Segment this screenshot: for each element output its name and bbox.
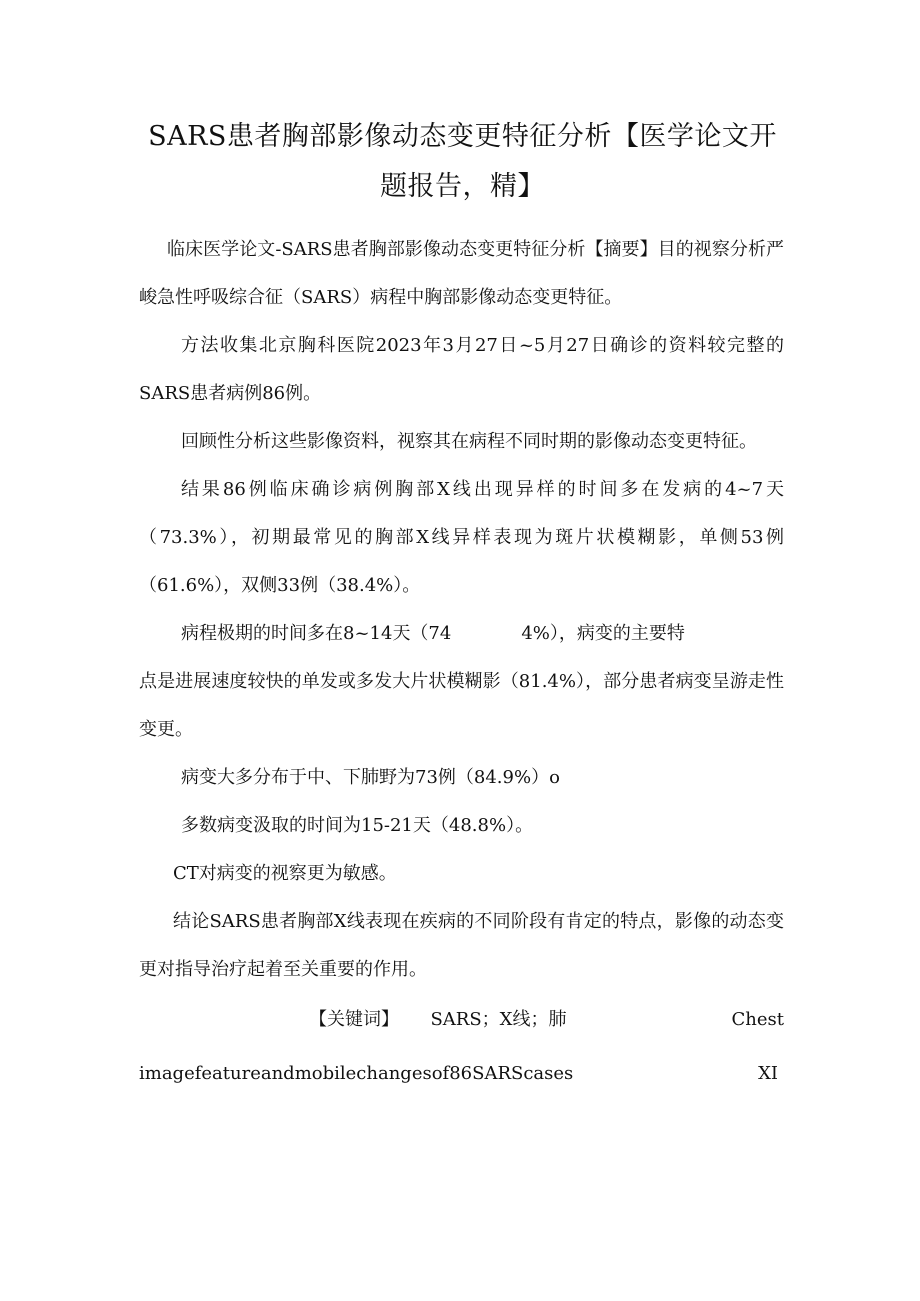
english-title-left: imagefeatureandmobilechangesof86SARScases <box>139 1063 574 1084</box>
keywords-label: 【关键词】 <box>309 1009 399 1030</box>
keywords-row <box>139 994 784 1046</box>
analysis-paragraph: 回顾性分析这些影像资料，视察其在病程不同时期的影像动态变更特征。 <box>181 431 757 452</box>
keywords-value: SARS；X线；肺 <box>430 1009 567 1030</box>
english-title-row <box>139 1046 784 1102</box>
methods-paragraph: 方法收集北京胸科医院2023年3月27日~5月27日确诊的资料较完整的SARS患者病例86例。 <box>139 335 784 404</box>
english-title-right: XI <box>758 1063 778 1084</box>
abstract-paragraph: 临床医学论文-SARS患者胸部影像动态变更特征分析【摘要】目的视察分析严峻急性呼吸综合征（SARS）病程中胸部影像动态变更特征。 <box>139 239 784 308</box>
document-body <box>139 226 784 1102</box>
results-paragraph: 结果86例临床确诊病例胸部X线出现异样的时间多在发病的4~7天（73.3%），初期最常见的胸部X线异样表现为斑片状模糊影，单侧53例（61.6%），双侧33例（38.4%）。 <box>139 479 784 596</box>
document-title: SARS患者胸部影像动态变更特征分析【医学论文开题报告，精】 <box>148 121 777 202</box>
peak-stage-text-part2: 4%），病变的主要特 <box>521 623 685 644</box>
distribution-paragraph: 病变大多分布于中、下肺野为73例（84.9%）o <box>181 767 560 788</box>
keywords-left <box>139 994 567 1046</box>
peak-stage-paragraph <box>139 610 784 658</box>
absorption-paragraph: 多数病变汲取的时间为15-21天（48.8%）。 <box>181 815 534 836</box>
keywords-right-text: Chest <box>731 1009 784 1030</box>
ct-paragraph: CT对病变的视察更为敏感。 <box>173 863 397 884</box>
peak-stage-text-part1: 病程极期的时间多在8~14天（74 <box>181 623 452 644</box>
peak-stage-paragraph-continued: 点是进展速度较快的单发或多发大片状模糊影（81.4%），部分患者病变呈游走性变更。 <box>139 671 784 740</box>
conclusion-paragraph: 结论SARS患者胸部X线表现在疾病的不同阶段有肯定的特点，影像的动态变更对指导治疗起着至关重要的作用。 <box>139 911 784 980</box>
